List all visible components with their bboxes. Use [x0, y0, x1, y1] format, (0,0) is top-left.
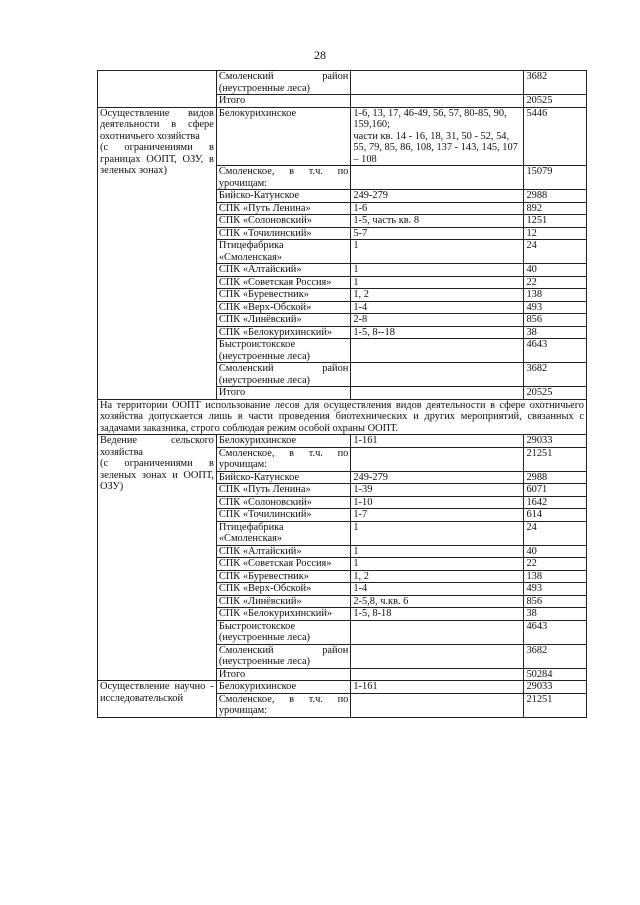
quarters-cell: 1-7: [351, 509, 524, 522]
area-cell: 138: [524, 570, 587, 583]
area-cell: 856: [524, 595, 587, 608]
note-text: На территории ООПТ использование лесов для осуществления видов деятельности в сфере охотничьего хозяйства допускается лишь в части проведения биотехнических и других мероприятий, связанных с задачами заказника, строго соблюдая режим особой охраны ООПТ.: [98, 399, 587, 435]
quarters-cell: [351, 447, 524, 471]
area-cell: 29033: [524, 435, 587, 448]
quarters-cell: 1-39: [351, 484, 524, 497]
object-cell: СПК «Белокурихинский»: [216, 608, 351, 621]
object-cell: СПК «Солоновский»: [216, 496, 351, 509]
quarters-cell: 249-279: [351, 471, 524, 484]
area-cell: 4643: [524, 339, 587, 363]
object-cell: СПК «Буревестник»: [216, 570, 351, 583]
object-cell: СПК «Линёвский»: [216, 595, 351, 608]
area-cell: 22: [524, 558, 587, 571]
area-cell: 24: [524, 240, 587, 264]
quarters-cell: 1, 2: [351, 570, 524, 583]
area-cell: 38: [524, 326, 587, 339]
quarters-cell: 2-5,8, ч.кв. 6: [351, 595, 524, 608]
area-cell: 38: [524, 608, 587, 621]
area-cell: 3682: [524, 71, 587, 95]
object-cell: Бийско-Катунское: [216, 471, 351, 484]
table-row: [98, 107, 587, 166]
object-cell: Белокурихинское: [216, 107, 351, 166]
area-cell: 12: [524, 227, 587, 240]
quarters-cell: 1-161: [351, 681, 524, 694]
area-cell: 892: [524, 202, 587, 215]
area-cell: 40: [524, 264, 587, 277]
object-cell: Бийско-Катунское: [216, 190, 351, 203]
area-cell: 3682: [524, 644, 587, 668]
object-cell: СПК «Линёвский»: [216, 314, 351, 327]
area-cell: 15079: [524, 166, 587, 190]
activity-cell: Осуществление видов деятельности в сфере охотничьего хозяйства (с ограничениями в границах ООПТ, ОЗУ, в зеленых зонах): [98, 107, 217, 399]
quarters-cell: 1: [351, 545, 524, 558]
object-cell: СПК «Солоновский»: [216, 215, 351, 228]
quarters-cell: 1-4: [351, 301, 524, 314]
object-cell: СПК «Алтайский»: [216, 545, 351, 558]
object-cell: Смоленский район (неустроенные леса): [216, 363, 351, 387]
object-cell: Птицефабрика «Смоленская»: [216, 240, 351, 264]
quarters-cell: 1-5, часть кв. 8: [351, 215, 524, 228]
table-row: [98, 435, 587, 448]
quarters-cell: [351, 166, 524, 190]
quarters-cell: 1-6: [351, 202, 524, 215]
area-cell: 40: [524, 545, 587, 558]
object-cell: Птицефабрика «Смоленская»: [216, 521, 351, 545]
object-cell: Быстроистокское (неустроенные леса): [216, 620, 351, 644]
object-cell: СПК «Точилинский»: [216, 509, 351, 522]
area-cell: 138: [524, 289, 587, 302]
object-cell: Смоленское, в т.ч. по урочищам:: [216, 447, 351, 471]
object-cell: СПК «Верх-Обской»: [216, 301, 351, 314]
quarters-cell: [351, 387, 524, 400]
object-cell: Смоленское, в т.ч. по урочищам:: [216, 693, 351, 717]
page-number: 28: [314, 48, 326, 62]
area-cell: 5446: [524, 107, 587, 166]
quarters-cell: [351, 71, 524, 95]
quarters-cell: 1-5, 8-18: [351, 608, 524, 621]
quarters-cell: [351, 668, 524, 681]
object-cell: Быстроистокское (неустроенные леса): [216, 339, 351, 363]
area-cell: 614: [524, 509, 587, 522]
quarters-cell: 1: [351, 558, 524, 571]
quarters-cell: 1-10: [351, 496, 524, 509]
object-cell: Итого: [216, 668, 351, 681]
quarters-cell: [351, 693, 524, 717]
area-cell: 493: [524, 583, 587, 596]
object-cell: Смоленское, в т.ч. по урочищам:: [216, 166, 351, 190]
object-cell: СПК «Верх-Обской»: [216, 583, 351, 596]
quarters-cell: 1: [351, 240, 524, 264]
table-row: [98, 681, 587, 694]
quarters-cell: 1-161: [351, 435, 524, 448]
activity-cell: Осуществление научно - исследовательской: [98, 681, 217, 718]
area-cell: 2988: [524, 471, 587, 484]
object-cell: СПК «Советская Россия»: [216, 276, 351, 289]
quarters-cell: 1, 2: [351, 289, 524, 302]
area-cell: 29033: [524, 681, 587, 694]
activity-cell-continued: [98, 71, 217, 108]
object-cell: Смоленский район (неустроенные леса): [216, 644, 351, 668]
area-cell: 20525: [524, 95, 587, 108]
area-cell: 24: [524, 521, 587, 545]
quarters-cell: 249-279: [351, 190, 524, 203]
note-row: [98, 399, 587, 435]
area-cell: 6071: [524, 484, 587, 497]
area-cell: 493: [524, 301, 587, 314]
quarters-cell: [351, 644, 524, 668]
quarters-cell: 5-7: [351, 227, 524, 240]
quarters-cell: [351, 620, 524, 644]
quarters-cell: 1: [351, 521, 524, 545]
quarters-cell: [351, 363, 524, 387]
quarters-cell: 1: [351, 264, 524, 277]
object-cell: СПК «Белокурихинский»: [216, 326, 351, 339]
quarters-cell: [351, 95, 524, 108]
quarters-cell: 1-4: [351, 583, 524, 596]
area-cell: 3682: [524, 363, 587, 387]
quarters-cell: 2-8: [351, 314, 524, 327]
forest-use-table: [97, 70, 587, 718]
area-cell: 20525: [524, 387, 587, 400]
quarters-cell: 1: [351, 276, 524, 289]
object-cell: СПК «Путь Ленина»: [216, 202, 351, 215]
area-cell: 22: [524, 276, 587, 289]
area-cell: 50284: [524, 668, 587, 681]
object-cell: Белокурихинское: [216, 435, 351, 448]
object-cell: СПК «Точилинский»: [216, 227, 351, 240]
object-cell: СПК «Советская Россия»: [216, 558, 351, 571]
object-cell: Белокурихинское: [216, 681, 351, 694]
area-cell: 856: [524, 314, 587, 327]
quarters-cell: 1-6, 13, 17, 46-49, 56, 57, 80-85, 90, 159,160; части кв. 14 - 16, 18, 31, 50 - 52, 54, 55, 79, 85, 86, 108, 137 - 143, 145, 107 – 108: [351, 107, 524, 166]
area-cell: 21251: [524, 693, 587, 717]
area-cell: 2988: [524, 190, 587, 203]
area-cell: 1642: [524, 496, 587, 509]
area-cell: 4643: [524, 620, 587, 644]
quarters-cell: [351, 339, 524, 363]
table-row: [98, 71, 587, 95]
activity-cell: Ведение сельского хозяйства (с ограничениями в зеленых зонах и ООПТ, ОЗУ): [98, 435, 217, 681]
object-cell: Итого: [216, 387, 351, 400]
object-cell: СПК «Путь Ленина»: [216, 484, 351, 497]
object-cell: Смоленский район (неустроенные леса): [216, 71, 351, 95]
quarters-cell: 1-5, 8--18: [351, 326, 524, 339]
object-cell: Итого: [216, 95, 351, 108]
object-cell: СПК «Буревестник»: [216, 289, 351, 302]
area-cell: 1251: [524, 215, 587, 228]
object-cell: СПК «Алтайский»: [216, 264, 351, 277]
area-cell: 21251: [524, 447, 587, 471]
